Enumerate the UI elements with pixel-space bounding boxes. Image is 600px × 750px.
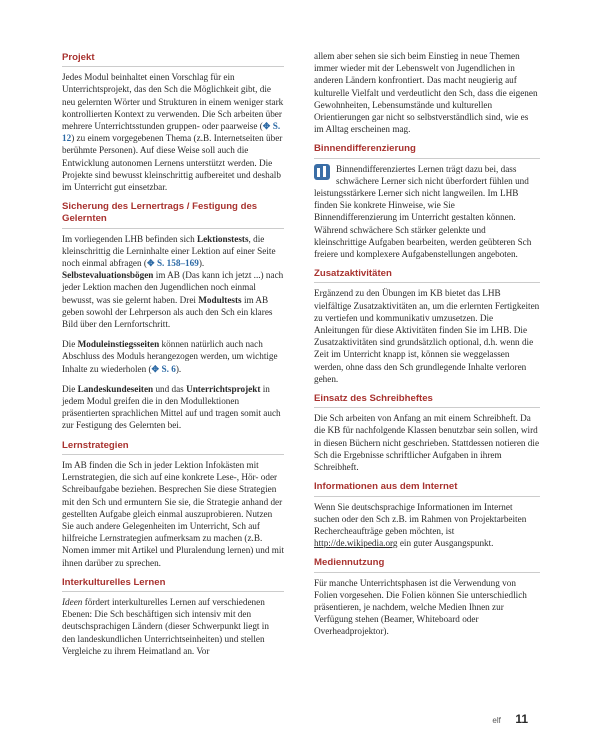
heading-zusatzaktivitaeten: Zusatzaktivitäten <box>314 268 540 283</box>
right-column <box>314 50 540 646</box>
paragraph: Ergänzend zu den Übungen im KB bietet das LHB vielfältige Zusatzaktivitäten an, um die erlernten Fertigkeiten zu vertiefen und kommunikativ umzusetzen. Die Anleitungen für diese Aktivitäten finden Sie im LHB. Die Zusatzaktivitäten sind grundsätzlich optional, d.h. wenn die Zeit im Unterricht knapp ist, können sie weggelassen werden, ohne dass den Sch grundlegende Inhalte verloren gehen. <box>314 288 540 384</box>
paragraph: Die Moduleinstiegsseiten können natürlich auch nach Abschluss des Moduls herangezogen werden, um wichtige Inhalte zu wiederholen (✥ S. 6). <box>62 339 278 374</box>
heading-mediennutzung: Mediennutzung <box>314 557 540 572</box>
paragraph: Die Sch arbeiten von Anfang an mit einem Schreibheft. Da die KB für nachfolgende Klassen benutzbar sein sollen, wird in diesen Büchern nicht geschrieben. Stattdessen notieren die Sch die Ergebnisse schriftlicher Aufgaben in ihrem Schreibheft. <box>314 413 540 473</box>
page-reference: ✥ S. 12 <box>62 121 281 144</box>
section-mediennutzung <box>314 557 540 637</box>
heading-internet: Informationen aus dem Internet <box>314 481 540 496</box>
paragraph-continuation: allem aber sehen sie sich beim Einstieg in neue Themen immer wieder mit der Lebenswelt von Jugendlichen in anderen Ländern konfrontiert. Das macht neugierig auf kulturelle Vielfalt und verdeutlicht den Sch, dass die eigenen Gewohnheiten, Lebensumstände und kulturellen Orientierungen gar nicht so selbstverständlich sind, wie es im Alltag erscheinen mag. <box>314 51 538 135</box>
page-footer <box>492 710 528 728</box>
paragraph: Die Landeskundeseiten und das Unterrichtsprojekt in jedem Modul greifen die in den Modullektionen präsentierten sprachlichen Mittel auf und tragen somit auch zur Festigung des Gelernten bei. <box>62 383 281 431</box>
section-schreibheft <box>314 393 540 473</box>
paragraph: Im AB finden die Sch in jeder Lektion Infokästen mit Lernstrategien, die sich auf eine konkrete Lese-, Hör- oder Schreibaufgabe beziehen. Besprechen Sie diese Strategien mit den Sch und ermuntern Sie sie, die Strategie anhand der gestellten Aufgabe gleich einmal auszuprobieren. Nutzen Sie auch andere Gelegenheiten im Unterricht, Sch auf hilfreiche Lernstrategien aufmerksam zu machen (z.B. Nomen immer mit Artikel und Pluralendung lernen) und mit ihnen darüber zu sprechen. <box>62 459 284 568</box>
paragraph: Für manche Unterrichtsphasen ist die Verwendung von Folien vorgesehen. Die Folien können Sie unterschiedlich präsentieren, je nachdem, welche Medien Ihnen zur Verfügung stehen (Beamer, Whiteboard oder Overheadprojektor). <box>314 577 527 637</box>
paragraph: Wenn Sie deutschsprachige Informationen im Internet suchen oder den Sch z.B. im Rahmen von Projektarbeiten Rechercheaufträge geben möchten, ist http://de.wikipedia.org ein guter Ausgangspunkt. <box>314 501 527 549</box>
page-number-word: elf <box>492 716 501 725</box>
paragraph: Jedes Modul beinhaltet einen Vorschlag für ein Unterrichtsprojekt, das den Sch die Möglichkeit gibt, die neu gelernten Wörter und Strukturen in einem weniger stark kontrollierten Kontext zu verwenden. Die Sch arbeiten über mehrere Unterrichtsstunden gruppen- oder paarweise (✥ S. 12) zu einem vorgegebenen Thema (z.B. Internetseiten über berühmte Personen). Auf diese Weise soll auch die Entwicklung autonomen Lernens unterstützt werden. Die Projekte sind bewusst kleinschrittig aufbereitet und deshalb im Unterricht gut einsetzbar. <box>62 72 284 193</box>
section-zusatzaktivitaeten <box>314 268 540 385</box>
section-sicherung <box>62 201 284 431</box>
heading-lernstrategien: Lernstrategien <box>62 440 284 455</box>
wikipedia-link[interactable]: http://de.wikipedia.org <box>314 538 398 549</box>
left-column <box>62 52 284 665</box>
heading-sicherung: Sicherung des Lernertrags / Festigung des Gelernten <box>62 201 284 228</box>
differentiation-icon <box>314 164 330 180</box>
section-binnendifferenzierung <box>314 143 540 260</box>
paragraph: Binnendifferenziertes Lernen trägt dazu bei, dass schwächere Lerner sich nicht überfordert fühlen und leistungsstärkere Lerner sich nicht langweilen. Im LHB finden Sie konkrete Hinweise, wie Sie Binnendifferenzierung im Unterricht gestalten können. Während schwächere Sch stärker gelenkte und kleinschrittige Aufgaben bearbeiten, werden geübteren Sch freiere und komplexere Aufgabenstellungen angeboten. <box>314 163 532 260</box>
page-reference: ✥ S. 6 <box>151 363 176 374</box>
section-interkulturelles <box>62 577 284 657</box>
heading-interkulturelles: Interkulturelles Lernen <box>62 577 284 592</box>
page-number: 11 <box>515 712 528 726</box>
paragraph: Ideen fördert interkulturelles Lernen auf verschiedenen Ebenen: Die Sch beschäftigen sich intensiv mit den deutschsprachigen Ländern (dieser Schwerpunkt liegt in den landeskundlichen Unterrichtseinheiten) und stellen Vergleiche zu ihrem Heimatland an. Vor <box>62 596 269 656</box>
section-lernstrategien <box>62 440 284 569</box>
heading-schreibheft: Einsatz des Schreibheftes <box>314 393 540 408</box>
paragraph: Im vorliegenden LHB befinden sich Lektionstests, die kleinschrittig die Lerninhalte einer Lektion auf einer Seite noch einmal abfragen (✥ S. 158–169). Selbstevaluationsbögen im AB (Das kann ich jetzt ...) nach jeder Lektion machen den Jugendlichen noch einmal bewusst, was sie gelernt haben. Drei Modultests im AB geben sowohl der Lehrperson als auch den Sch ein klares Bild über den Lernfortschritt. <box>62 233 284 330</box>
section-internet <box>314 481 540 549</box>
page-reference: ✥ S. 158–169 <box>146 258 199 269</box>
heading-binnendifferenzierung: Binnendifferenzierung <box>314 143 540 158</box>
heading-projekt: Projekt <box>62 52 284 67</box>
section-projekt <box>62 52 284 193</box>
